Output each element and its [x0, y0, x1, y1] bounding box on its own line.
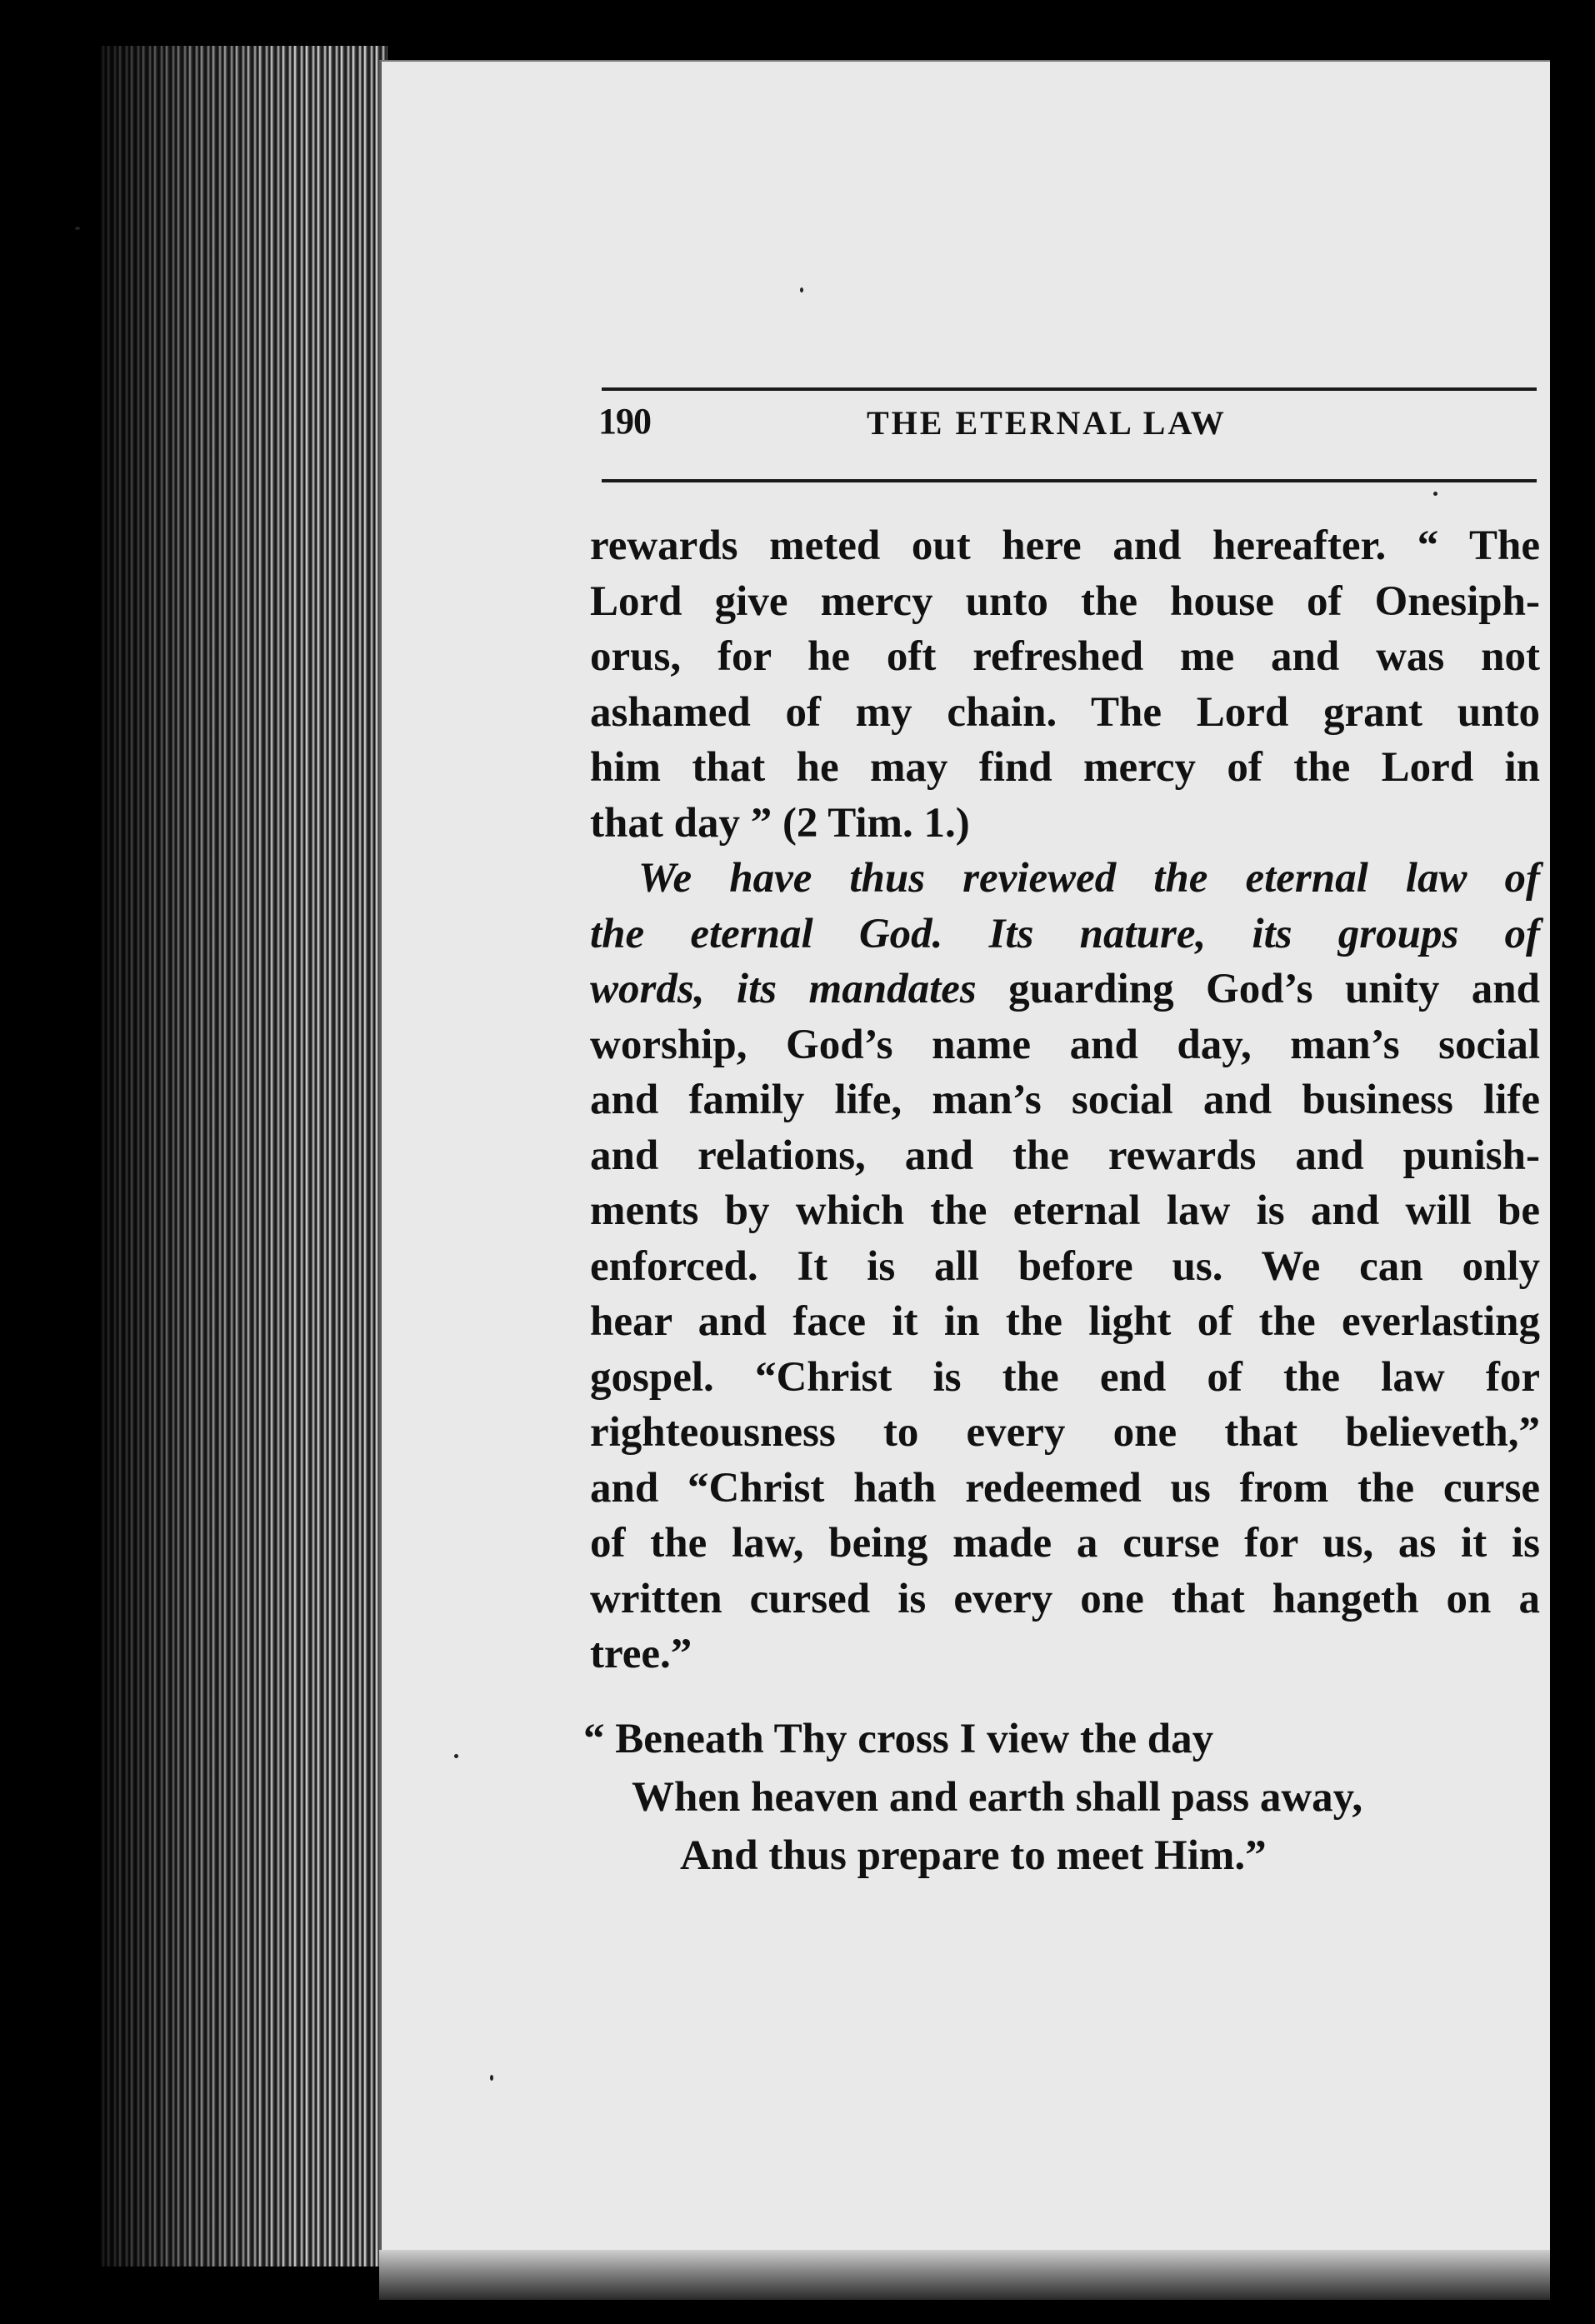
- dust-speck: [1433, 492, 1438, 496]
- text-line: righteousness to every one that believeth,”: [590, 1409, 1540, 1456]
- text-line-mixed: [590, 962, 1540, 1017]
- page-number: 190: [598, 401, 651, 442]
- text-line: gospel. “Christ is the end of the law for: [590, 1353, 1540, 1401]
- text-line: him that he may find mercy of the Lord in: [590, 744, 1540, 791]
- dust-speck: [75, 227, 80, 230]
- roman-phrase: guarding God’s unity and: [976, 966, 1540, 1012]
- running-head: THE ETERNAL LAW: [867, 404, 1227, 442]
- dust-speck: [800, 287, 803, 292]
- text-line: orus, for he oft refreshed me and was not: [590, 633, 1540, 680]
- text-line-italic: We have thus reviewed the eternal law of: [638, 855, 1540, 902]
- dust-speck: [454, 1754, 458, 1758]
- right-edge-shadow: [1550, 0, 1595, 2324]
- verse-line: “ Beneath Thy cross I view the day: [583, 1716, 1214, 1762]
- text-line: hear and face it in the light of the everlasting: [590, 1298, 1540, 1345]
- italic-phrase: words, its mandates: [590, 966, 977, 1012]
- text-line: enforced. It is all before us. We can only: [590, 1242, 1540, 1290]
- text-line: ments by which the eternal law is and will be: [590, 1187, 1540, 1234]
- text-line: and relations, and the rewards and punish-: [590, 1132, 1540, 1179]
- text-line: rewards meted out here and hereafter. “ The: [590, 522, 1540, 569]
- text-line: of the law, being made a curse for us, as it is: [590, 1520, 1540, 1567]
- text-line: tree.”: [590, 1631, 692, 1677]
- text-line: and family life, man’s social and business life: [590, 1077, 1540, 1123]
- dust-speck: [490, 2075, 493, 2081]
- text-line: written cursed is every one that hangeth on a: [590, 1575, 1540, 1622]
- verse-quote: [583, 1710, 1362, 1885]
- body-text: [590, 518, 1540, 1682]
- text-line-italic: the eternal God. Its nature, its groups of: [590, 910, 1540, 957]
- text-line: that day ” (2 Tim. 1.): [590, 799, 970, 847]
- text-line: ashamed of my chain. The Lord grant unto: [590, 688, 1540, 736]
- header-rule-top: [602, 387, 1537, 391]
- header-rule-bottom: [602, 479, 1537, 482]
- text-line: Lord give mercy unto the house of Onesiph-: [590, 577, 1540, 625]
- verse-line: When heaven and earth shall pass away,: [632, 1774, 1363, 1821]
- text-line: worship, God’s name and day, man’s social: [590, 1021, 1540, 1068]
- book-page-edges: [100, 46, 388, 2267]
- page-bottom-shadow: [379, 2250, 1567, 2300]
- text-line: and “Christ hath redeemed us from the curse: [590, 1464, 1540, 1512]
- verse-line: And thus prepare to meet Him.”: [680, 1832, 1267, 1879]
